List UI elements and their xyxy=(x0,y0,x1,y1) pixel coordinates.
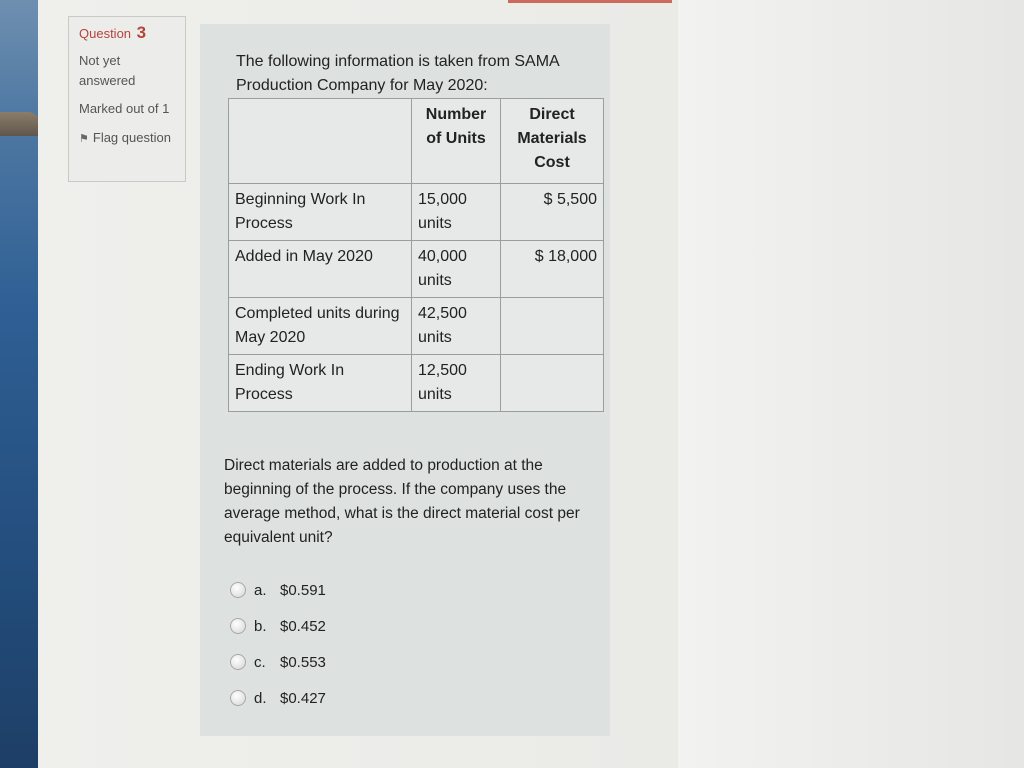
radio-button[interactable] xyxy=(230,582,246,598)
right-margin xyxy=(678,0,1024,768)
radio-button[interactable] xyxy=(230,618,246,634)
top-accent-rule xyxy=(508,0,672,3)
row-label: Added in May 2020 xyxy=(229,241,412,298)
option-letter: a. xyxy=(254,581,267,599)
table-row xyxy=(229,355,604,412)
answer-option-a[interactable] xyxy=(230,572,326,608)
option-value: $0.452 xyxy=(280,617,326,635)
flag-question-label: Flag question xyxy=(92,130,171,145)
question-intro: The following information is taken from SAMA Production Company for May 2020: xyxy=(236,53,559,94)
row-units: 42,500 units xyxy=(412,298,501,355)
answer-option-b[interactable] xyxy=(230,608,326,644)
option-value: $0.553 xyxy=(280,653,326,671)
row-units: 12,500 units xyxy=(412,355,501,412)
answer-option-d[interactable] xyxy=(230,680,326,716)
cost-data-table xyxy=(228,98,604,412)
question-label: Question xyxy=(79,26,132,41)
question-number: 3 xyxy=(136,23,147,42)
row-units: 15,000 units xyxy=(412,184,501,241)
table-header-blank xyxy=(229,99,412,184)
question-prompt: Direct materials are added to production at the beginning of the process. If the company uses the average method, what is the direct material cost per equivalent unit? xyxy=(224,457,580,546)
row-label: Beginning Work In Process xyxy=(229,184,412,241)
table-row xyxy=(229,298,604,355)
radio-button[interactable] xyxy=(230,690,246,706)
table-row xyxy=(229,184,604,241)
flag-question-link[interactable] xyxy=(79,128,175,149)
table-header-units: Number of Units xyxy=(412,99,501,184)
option-value: $0.427 xyxy=(280,689,326,707)
desktop-landscape xyxy=(0,112,40,136)
flag-icon: ⚑ xyxy=(79,133,89,145)
quiz-page xyxy=(38,0,1024,768)
option-letter: d. xyxy=(254,689,267,707)
row-label: Completed units during May 2020 xyxy=(229,298,412,355)
row-label: Ending Work In Process xyxy=(229,355,412,412)
question-panel xyxy=(200,24,610,736)
question-heading xyxy=(79,23,175,43)
row-cost xyxy=(501,298,604,355)
table-row xyxy=(229,241,604,298)
row-cost: $ 18,000 xyxy=(501,241,604,298)
row-cost: $ 5,500 xyxy=(501,184,604,241)
table-header-cost: Direct Materials Cost xyxy=(501,99,604,184)
answer-option-c[interactable] xyxy=(230,644,326,680)
row-cost xyxy=(501,355,604,412)
question-info-box xyxy=(68,16,186,182)
question-status: Not yet answered xyxy=(79,53,136,88)
row-units: 40,000 units xyxy=(412,241,501,298)
answer-options xyxy=(230,572,326,716)
table-header-row xyxy=(229,99,604,184)
option-value: $0.591 xyxy=(280,581,326,599)
question-marks: Marked out of 1 xyxy=(79,101,170,116)
option-letter: b. xyxy=(254,617,267,635)
radio-button[interactable] xyxy=(230,654,246,670)
option-letter: c. xyxy=(254,653,266,671)
